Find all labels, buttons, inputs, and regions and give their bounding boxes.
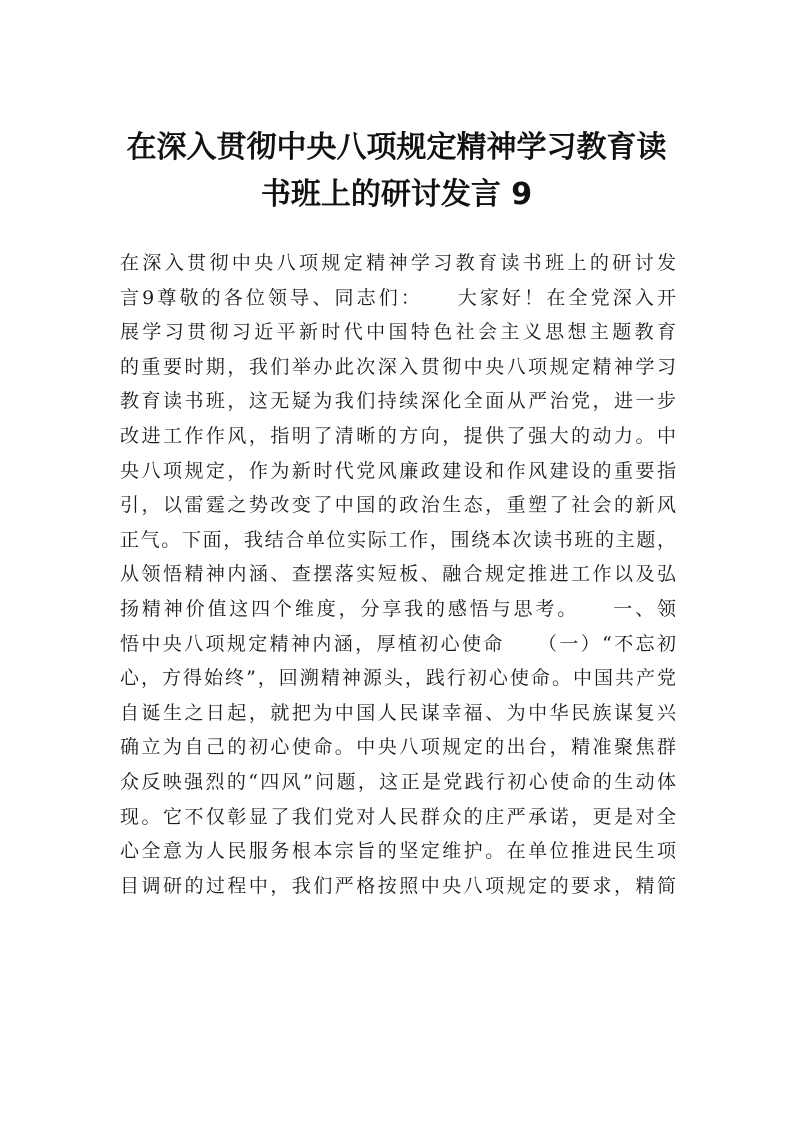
document-title: [120, 124, 673, 218]
body-line-1: 在深入贯彻中央八项规定精神学习教育读书班上的研讨发: [120, 252, 676, 274]
body-line-9: 正气。下面，我结合单位实际工作，围绕本次读书班的主题，: [120, 528, 676, 551]
body-line-15: 确立为自己的初心使命。中央八项规定的出台，精准聚焦群: [120, 736, 676, 759]
body-line-3: 展学习贯彻习近平新时代中国特色社会主义思想主题教育: [120, 321, 676, 344]
body-line-6: 改进工作作风，指明了清晰的方向，提供了强大的动力。中: [120, 424, 676, 447]
document-body: [120, 246, 676, 903]
body-line-19: 目调研的过程中，我们严格按照中央八项规定的要求，精简: [120, 874, 676, 897]
body-line-13: 心，方得始终”，回溯精神源头，践行初心使命。中国共产党: [120, 667, 676, 690]
body-line-7: 央八项规定，作为新时代党风廉政建设和作风建设的重要指: [120, 459, 676, 482]
body-line-11: 扬精神价值这四个维度，分享我的感悟与思考。 一、领: [120, 597, 676, 620]
body-line-5: 教育读书班，这无疑为我们持续深化全面从严治党，进一步: [120, 390, 676, 413]
title-line-2: 书班上的研讨发言 9: [260, 177, 533, 212]
body-line-12: 悟中央八项规定精神内涵，厚植初心使命 （一）“不忘初: [120, 632, 676, 655]
body-line-16: 众反映强烈的“四风”问题，这正是党践行初心使命的生动体: [120, 770, 676, 793]
title-line-1: 在深入贯彻中央八项规定精神学习教育读: [126, 130, 667, 165]
body-line-17: 现。它不仅彰显了我们党对人民群众的庄严承诺，更是对全: [120, 805, 676, 828]
body-line-14: 自诞生之日起，就把为中国人民谋幸福、为中华民族谋复兴: [120, 701, 676, 724]
body-line-4: 的重要时期，我们举办此次深入贯彻中央八项规定精神学习: [120, 355, 676, 378]
body-line-8: 引，以雷霆之势改变了中国的政治生态，重塑了社会的新风: [120, 494, 676, 517]
body-line-10: 从领悟精神内涵、查摆落实短板、融合规定推进工作以及弘: [120, 563, 676, 586]
body-line-2: 言9尊敬的各位领导、同志们： 大家好！在全党深入开: [120, 286, 676, 309]
body-line-18: 心全意为人民服务根本宗旨的坚定维护。在单位推进民生项: [120, 840, 676, 863]
